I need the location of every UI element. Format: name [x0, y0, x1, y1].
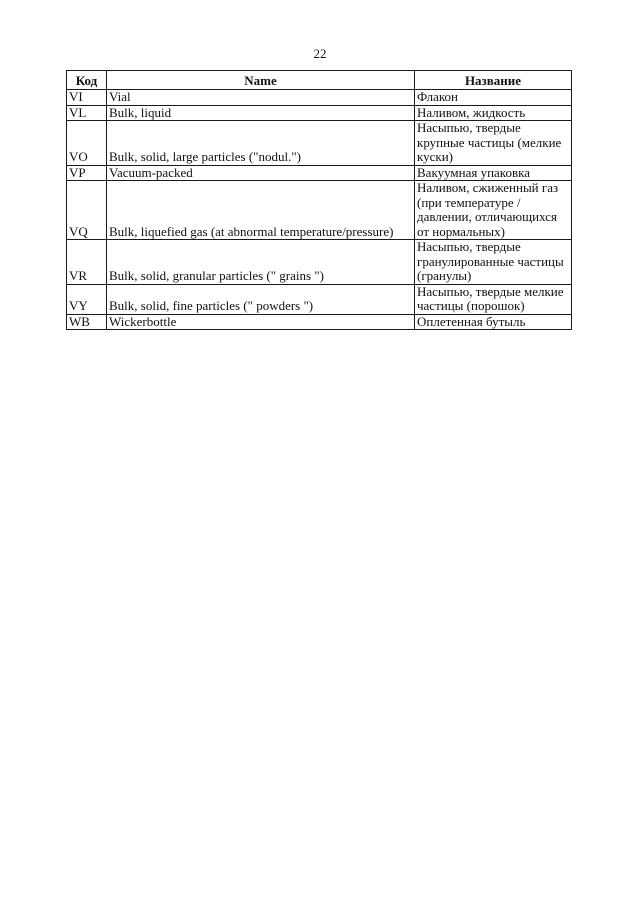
- table-row: [67, 90, 572, 106]
- header-name: Name: [107, 71, 415, 90]
- cell-code: VP: [67, 165, 107, 181]
- header-code: Код: [67, 71, 107, 90]
- cell-code: WB: [67, 314, 107, 330]
- table-header-row: [67, 71, 572, 90]
- table-row: [67, 314, 572, 330]
- cell-name-ru: Вакуумная упаковка: [415, 165, 572, 181]
- header-name-ru: Название: [415, 71, 572, 90]
- table-row: [67, 240, 572, 285]
- cell-code: VQ: [67, 181, 107, 240]
- cell-code: VO: [67, 121, 107, 166]
- cell-name: Wickerbottle: [107, 314, 415, 330]
- cell-name-ru: Наливом, жидкость: [415, 105, 572, 121]
- cell-name: Vacuum-packed: [107, 165, 415, 181]
- cell-code: VL: [67, 105, 107, 121]
- cell-name-ru: Насыпью, твердые крупные частицы (мелкие куски): [415, 121, 572, 166]
- table-row: [67, 284, 572, 314]
- cell-name-ru: Наливом, сжиженный газ (при температуре / давлении, отличающихся от нормальных): [415, 181, 572, 240]
- packaging-codes-table: [66, 70, 572, 330]
- cell-name-ru: Насыпью, твердые мелкие частицы (порошок): [415, 284, 572, 314]
- cell-code: VI: [67, 90, 107, 106]
- cell-name-ru: Флакон: [415, 90, 572, 106]
- cell-code: VR: [67, 240, 107, 285]
- cell-name: Bulk, liquefied gas (at abnormal temperature/pressure): [107, 181, 415, 240]
- table-row: [67, 181, 572, 240]
- table-row: [67, 105, 572, 121]
- cell-name: Bulk, solid, large particles ("nodul."): [107, 121, 415, 166]
- cell-name: Bulk, solid, granular particles (" grains "): [107, 240, 415, 285]
- page-number: 22: [313, 46, 327, 61]
- table-row: [67, 165, 572, 181]
- cell-name-ru: Оплетенная бутыль: [415, 314, 572, 330]
- table-row: [67, 121, 572, 166]
- cell-name: Vial: [107, 90, 415, 106]
- cell-name-ru: Насыпью, твердые гранулированные частицы (гранулы): [415, 240, 572, 285]
- cell-code: VY: [67, 284, 107, 314]
- cell-name: Bulk, liquid: [107, 105, 415, 121]
- cell-name: Bulk, solid, fine particles (" powders "): [107, 284, 415, 314]
